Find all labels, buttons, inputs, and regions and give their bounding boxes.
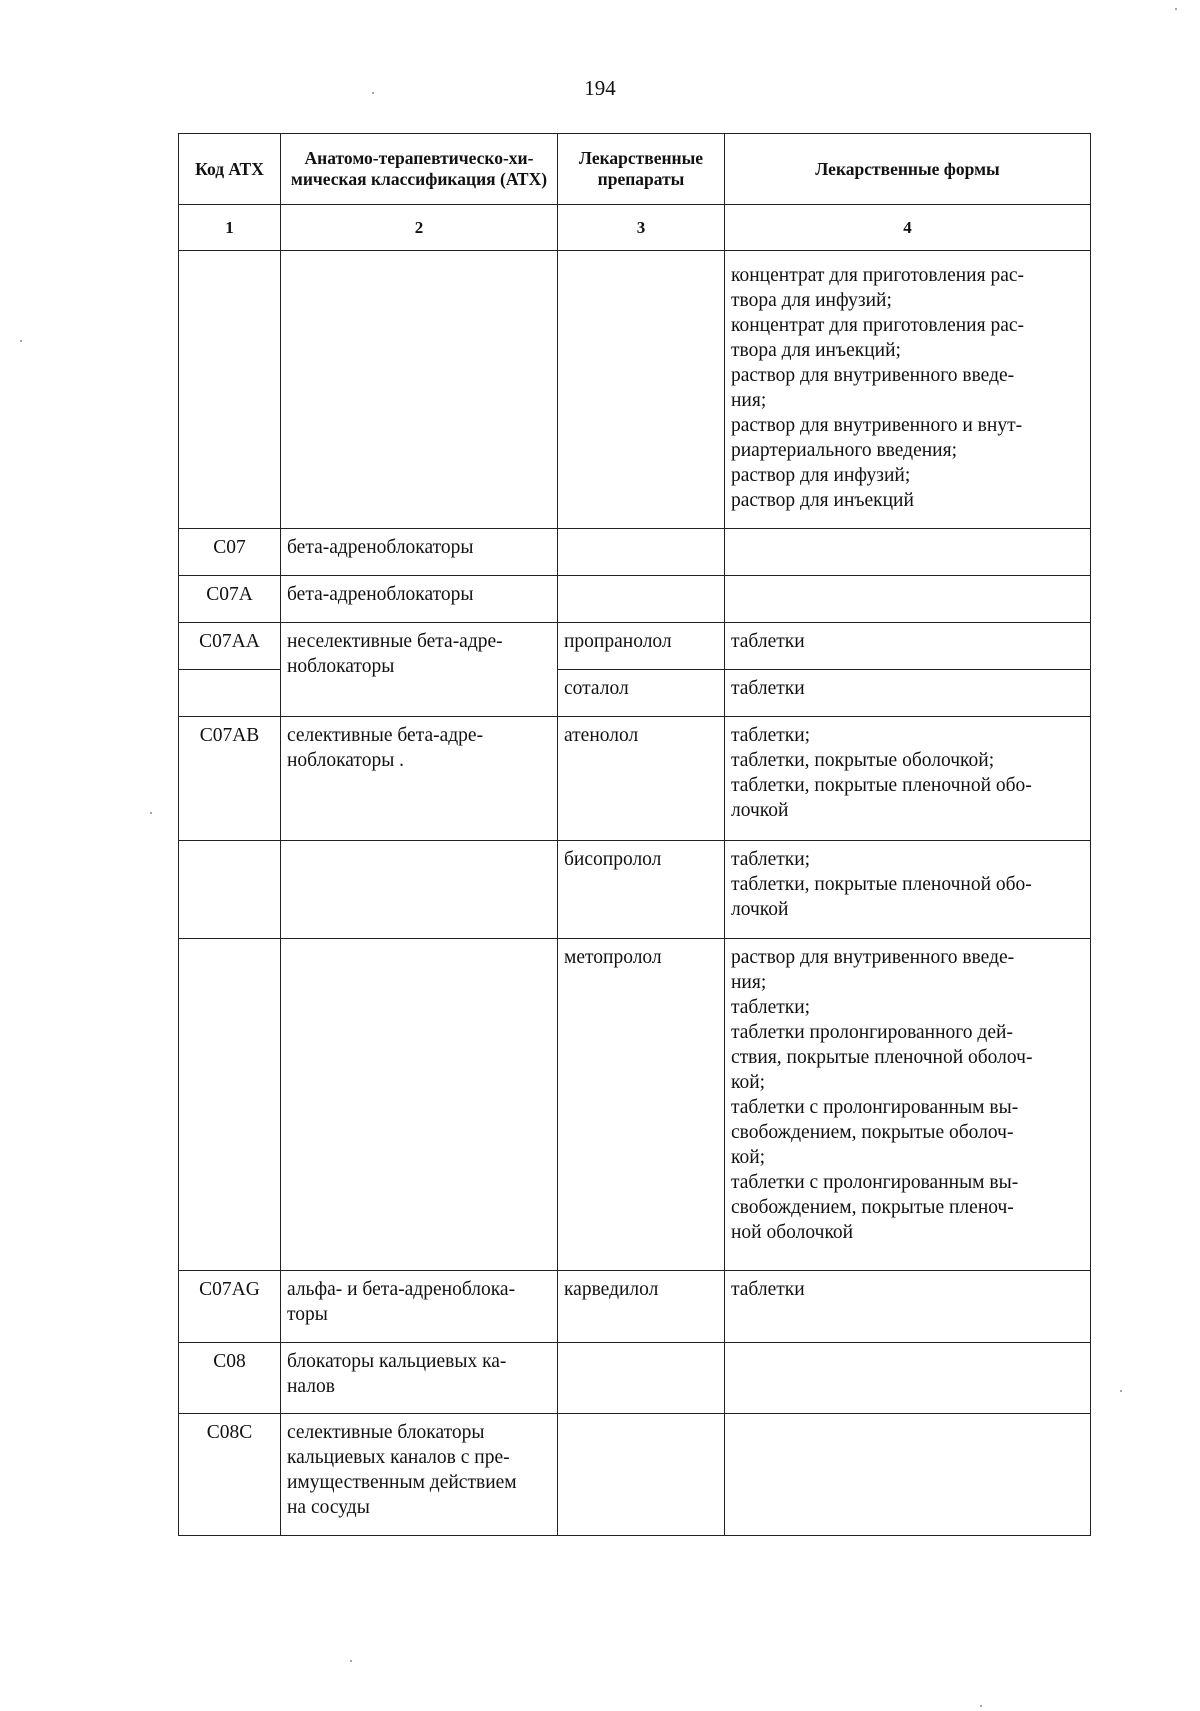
- forms-cell: [725, 841, 1091, 939]
- column-number: 2: [281, 205, 558, 251]
- form-line: таблетки с пролонгированным вы-: [731, 1097, 1019, 1118]
- form-line: твора для инфузий;: [731, 290, 892, 311]
- form-line: таблетки, покрытые оболочкой;: [731, 750, 995, 771]
- table-row: [179, 576, 1091, 623]
- form-line: ния;: [731, 972, 767, 993]
- form-line: свобождением, покрытые пленоч-: [731, 1197, 1014, 1218]
- drug-cell: [558, 1343, 725, 1414]
- table-row: [179, 841, 1091, 939]
- form-line: раствор для инъекций: [731, 490, 914, 511]
- atx-table: [178, 133, 1091, 1536]
- drug-cell: атенолол: [558, 717, 725, 841]
- header-code: Код АТХ: [179, 134, 281, 205]
- form-line: кой;: [731, 1147, 766, 1168]
- form-line: свобождением, покрытые оболоч-: [731, 1122, 1014, 1143]
- form-line: таблетки;: [731, 997, 811, 1018]
- form-line: твора для инъекций;: [731, 340, 901, 361]
- form-line: таблетки;: [731, 849, 811, 870]
- code-cell: [179, 939, 281, 1271]
- class-cell: [281, 1271, 558, 1343]
- scan-speck: [350, 1660, 352, 1662]
- form-line: таблетки, покрытые пленочной обо-: [731, 775, 1032, 796]
- column-number: 4: [725, 205, 1091, 251]
- form-line: раствор для внутривенного введе-: [731, 365, 1015, 386]
- class-line: блокаторы кальциевых ка-: [287, 1351, 507, 1372]
- form-line: ной оболочкой: [731, 1222, 854, 1243]
- form-line: концентрат для приготовления рас-: [731, 265, 1024, 286]
- table-row: [179, 717, 1091, 841]
- forms-cell: [725, 529, 1091, 576]
- drug-cell: карведилол: [558, 1271, 725, 1343]
- table-header-row: [179, 134, 1091, 205]
- class-cell: [281, 841, 558, 939]
- table-row: [179, 1271, 1091, 1343]
- drug-cell: бисопролол: [558, 841, 725, 939]
- class-line: неселективные бета-адре-: [287, 631, 503, 652]
- class-cell: бета-адреноблокаторы: [281, 529, 558, 576]
- forms-cell: [725, 1343, 1091, 1414]
- class-line: селективные бета-адре-: [287, 725, 484, 746]
- code-cell: С07: [179, 529, 281, 576]
- class-line: ноблокаторы .: [287, 750, 405, 771]
- class-cell: [281, 1414, 558, 1536]
- class-cell: [281, 623, 558, 717]
- drug-cell: [558, 576, 725, 623]
- form-line: таблетки пролонгированного дей-: [731, 1022, 1013, 1043]
- class-line: на сосуды: [287, 1497, 370, 1518]
- table-row: [179, 623, 1091, 670]
- table-row: [179, 1414, 1091, 1536]
- form-line: концентрат для приготовления рас-: [731, 315, 1024, 336]
- header-drugs: Лекарственные препараты: [558, 134, 725, 205]
- code-cell: С08: [179, 1343, 281, 1414]
- scan-speck: [1120, 1390, 1122, 1392]
- forms-cell: таблетки: [725, 670, 1091, 717]
- forms-cell: таблетки: [725, 623, 1091, 670]
- code-cell: С07А: [179, 576, 281, 623]
- forms-cell: [725, 717, 1091, 841]
- form-line: таблетки с пролонгированным вы-: [731, 1172, 1019, 1193]
- forms-cell: таблетки: [725, 1271, 1091, 1343]
- form-line: ния;: [731, 390, 767, 411]
- class-cell: [281, 251, 558, 529]
- table-row: [179, 529, 1091, 576]
- class-cell: бета-адреноблокаторы: [281, 576, 558, 623]
- form-line: таблетки;: [731, 725, 811, 746]
- table-row: [179, 939, 1091, 1271]
- column-number-row: [179, 205, 1091, 251]
- header-classification: Анатомо-терапевтическо-хи-мическая классификация (АТХ): [281, 134, 558, 205]
- scan-speck: [372, 92, 374, 94]
- table-row: [179, 1343, 1091, 1414]
- page-number: 194: [584, 76, 616, 100]
- code-cell: [179, 841, 281, 939]
- form-line: риартериального введения;: [731, 440, 958, 461]
- scan-speck: [20, 340, 22, 342]
- class-line: налов: [287, 1376, 335, 1397]
- drug-cell: [558, 251, 725, 529]
- code-cell: С08С: [179, 1414, 281, 1536]
- drug-cell: [558, 1414, 725, 1536]
- column-number: 1: [179, 205, 281, 251]
- form-line: лочкой: [731, 800, 789, 821]
- form-line: раствор для инфузий;: [731, 465, 911, 486]
- form-line: раствор для внутривенного введе-: [731, 947, 1015, 968]
- header-forms: Лекарственные формы: [725, 134, 1091, 205]
- code-cell: [179, 670, 281, 717]
- drug-cell: пропранолол: [558, 623, 725, 670]
- forms-cell: [725, 1414, 1091, 1536]
- forms-cell: [725, 576, 1091, 623]
- class-line: кальциевых каналов с пре-: [287, 1447, 510, 1468]
- drug-cell: метопролол: [558, 939, 725, 1271]
- class-cell: [281, 1343, 558, 1414]
- drug-cell: [558, 529, 725, 576]
- class-line: селективные блокаторы: [287, 1422, 485, 1443]
- code-cell: [179, 251, 281, 529]
- code-cell: С07АВ: [179, 717, 281, 841]
- class-line: ноблокаторы: [287, 656, 395, 677]
- form-line: кой;: [731, 1072, 766, 1093]
- form-line: таблетки, покрытые пленочной обо-: [731, 874, 1032, 895]
- code-cell: С07АА: [179, 623, 281, 670]
- forms-cell: [725, 251, 1091, 529]
- class-cell: [281, 939, 558, 1271]
- scan-speck: [1175, 8, 1177, 10]
- drug-cell: соталол: [558, 670, 725, 717]
- scan-speck: [150, 812, 152, 814]
- class-line: торы: [287, 1304, 328, 1325]
- class-cell: [281, 717, 558, 841]
- table-row: [179, 251, 1091, 529]
- form-line: лочкой: [731, 899, 789, 920]
- form-line: ствия, покрытые пленочной оболоч-: [731, 1047, 1033, 1068]
- class-line: альфа- и бета-адреноблока-: [287, 1279, 516, 1300]
- class-line: имущественным действием: [287, 1472, 517, 1493]
- form-line: раствор для внутривенного и внут-: [731, 415, 1023, 436]
- column-number: 3: [558, 205, 725, 251]
- scan-speck: [980, 1705, 982, 1707]
- code-cell: С07AG: [179, 1271, 281, 1343]
- forms-cell: [725, 939, 1091, 1271]
